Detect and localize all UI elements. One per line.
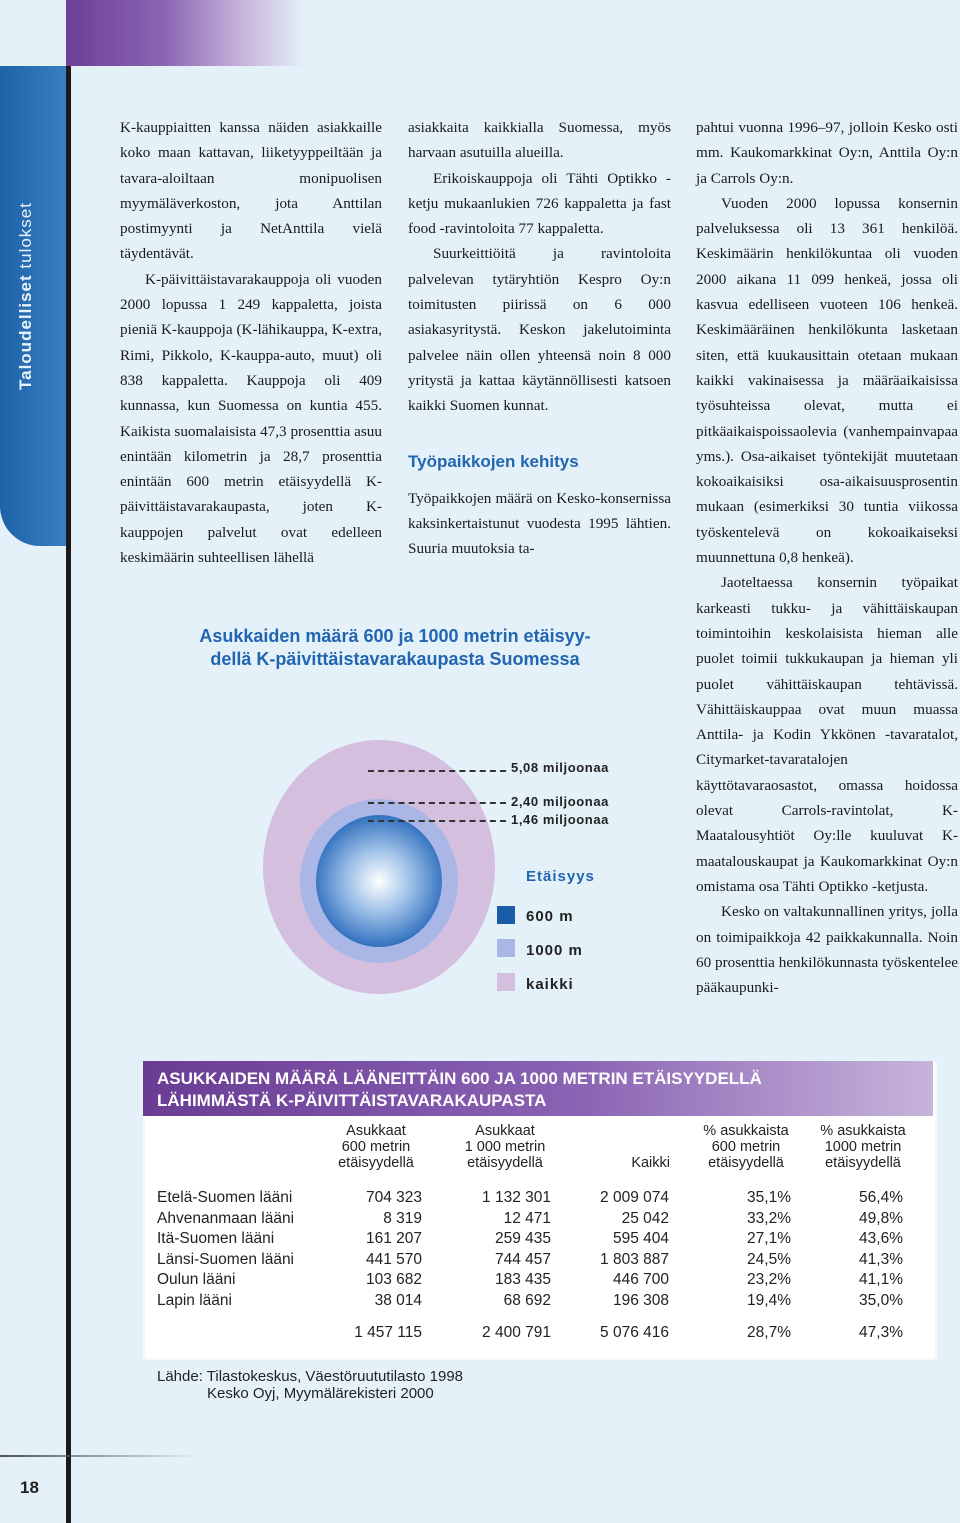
source-line: Lähde: Tilastokeskus, Väestöruututilasto 1998 — [157, 1368, 464, 1385]
total-cell: 5 076 416 — [600, 1324, 669, 1341]
source-line: Kesko Oyj, Myymälärekisteri 2000 — [207, 1385, 434, 1402]
callout-line — [368, 820, 506, 822]
table-cell: 25 042 — [621, 1209, 669, 1227]
table-cell: 38 014 — [374, 1291, 422, 1309]
table-cell: 27,1% — [747, 1230, 791, 1247]
table-cell: 41,3% — [859, 1250, 903, 1268]
table-cell: 8 319 — [383, 1209, 422, 1227]
table-cell: 744 457 — [494, 1250, 551, 1268]
legend-label: 600 m — [526, 908, 574, 925]
table-cell: 196 308 — [612, 1291, 669, 1309]
column-header: % asukkaista 1000 metrin etäisyydellä — [820, 1123, 906, 1171]
table-cell: 24,5% — [747, 1250, 791, 1268]
table-cell: 56,4% — [859, 1189, 903, 1206]
table-cell: 2 009 074 — [600, 1189, 669, 1206]
section-heading: Työpaikkojen kehitys — [408, 451, 579, 471]
table-cell: 183 435 — [494, 1271, 551, 1288]
paragraph: Erikoiskauppoja oli Tähti Optikko -ketju mukaanlukien 726 kappaletta ja fast food -ravintoloita 77 kappaletta. — [408, 169, 671, 238]
page-number: 18 — [20, 1478, 39, 1497]
table-cell: 446 700 — [612, 1271, 669, 1288]
text-column-2 — [408, 115, 671, 562]
total-cell: 28,7% — [747, 1324, 791, 1341]
paragraph: Työpaikkojen määrä on Kesko-konsernissa kaksinkertaistunut vuodesta 1995 lähtien. Suuria muutoksia ta- — [408, 489, 671, 558]
table-title-line: LÄHIMMÄSTÄ K-PÄIVITTÄISTAVARAKAUPASTA — [157, 1091, 547, 1110]
paragraph: Vuoden 2000 lopussa konsernin palveluksessa oli 13 361 henkilöä. Keskimäärin henkilökuntaa oli vuoden 2000 aikana 11 099 henkeä, jossa oli kasvua edelliseen vuoteen 106 henkeä. Keskimääräinen henkilökunta lasketaan siten, että kuukausittain otetaan mukaan kaikki vakinaisessa ja määräaikaisissa työsuhteissa olevat, mutta ei pitkäaikaispoissaolevia (vanhempainvapaa yms.). Osa-aikaiset työntekijät muutetaan kokoaikaisiksi osa-aikaisuusprosentin mukaan (esimerkiksi 30 tuntia viikossa työskentelevä on kokoaikaiseksi muunnettuna 0,8 henkeä). — [696, 194, 958, 567]
callout-label: 5,08 miljoonaa — [511, 760, 609, 775]
table-source — [157, 1368, 463, 1402]
table-cell: 33,2% — [747, 1209, 791, 1227]
table-cell: 595 404 — [612, 1230, 669, 1247]
table-cell: 161 207 — [365, 1230, 422, 1247]
table-cell: 12 471 — [503, 1209, 551, 1227]
text-column-1 — [120, 115, 382, 570]
paragraph: Jaoteltaessa konsernin työpaikat karkeasti tukku- ja vähittäiskaupan toimintoihin keskolaisista hieman alle puolet toimii tukkukaupan ja hieman yli puolet vähittäiskaupan tehtävissä. Vähittäiskauppaa ovat muun muassa Anttila- ja Kodin Ykkönen -tavaratalot, Citymarket-tavaratalojen käyttötavaraosastot, omassa hoidossa olevat Carrols-ravintolat, K-Maatalousyhtiöt Oy:lle kuuluvat K-maatalouskaupat ja Kaukomarkkinat Oy:n omistama osa Tähti Optikko -ketjusta. — [696, 574, 958, 895]
row-label: Itä-Suomen lääni — [157, 1230, 275, 1247]
callout-line — [368, 770, 506, 772]
row-label: Länsi-Suomen lääni — [157, 1250, 295, 1268]
figure-title — [120, 625, 670, 671]
column-header: Kaikki — [631, 1155, 670, 1171]
table-cell: 1 803 887 — [600, 1250, 669, 1268]
total-cell: 1 457 115 — [354, 1324, 422, 1341]
column-header: Asukkaat 1 000 metrin etäisyydellä — [464, 1123, 546, 1171]
paragraph: Kesko on valtakunnallinen yritys, jolla on toimipaikkoja 42 paikkakunnalla. Noin 60 prosenttia henkilökunnasta työskentelee pääkaupunki- — [696, 903, 958, 997]
paragraph: Suurkeittiöitä ja ravintoloita palvelevan tytäryhtiön Kespro Oy:n toimitusten piirissä on 6 000 asiakasyritystä. Keskon jakelutoiminta palvelee näin ollen yhteensä noin 8 000 yritystä ja kattaa käytännöllisesti katsoen kaikki Suomen kunnat. — [408, 245, 671, 415]
legend-label: kaikki — [526, 976, 574, 993]
top-gradient-stripe — [66, 0, 306, 66]
page-vertical-rule — [66, 0, 71, 1523]
callout-line — [368, 802, 506, 804]
callout-label: 2,40 miljoonaa — [511, 794, 609, 809]
table-cell: 19,4% — [747, 1291, 791, 1309]
table-cell: 68 692 — [503, 1291, 551, 1309]
section-label-light: tulokset — [16, 202, 35, 269]
column-header: Asukkaat 600 metrin etäisyydellä — [338, 1123, 414, 1171]
row-label: Lapin lääni — [157, 1291, 232, 1309]
legend-title: Etäisyys — [526, 868, 595, 885]
footer-rule — [0, 1455, 200, 1457]
table-cell: 41,1% — [859, 1271, 903, 1288]
table-cell: 49,8% — [859, 1209, 903, 1227]
legend-swatch-600 — [497, 906, 515, 924]
table-cell: 704 323 — [365, 1189, 422, 1206]
column-header: % asukkaista 600 metrin etäisyydellä — [703, 1123, 789, 1171]
paragraph: K-päivittäistavarakauppoja oli vuoden 2000 lopussa 1 249 kappaletta, joista pieniä K-kauppoja (K-lähikauppa, K-extra, Rimi, Pikkolo, K-kauppa-auto, muut) oli 838 kappaletta. Kauppoja oli 409 kunnassa, kun Suomessa on kuntia 455. Kaikista suomalaisista 47,3 prosenttia asuu enintään kilometrin ja 28,7 prosenttia enintään 600 metrin etäisyydellä K-päivittäistavarakaupasta, joten K-kauppojen palvelut ovat edelleen keskimäärin suhteellisen lähellä — [120, 270, 382, 567]
figure-title-line: dellä K-päivittäistavarakaupasta Suomessa — [210, 649, 580, 669]
circle-600m — [316, 815, 442, 947]
section-label — [16, 202, 36, 390]
table-title — [143, 1061, 933, 1116]
table-cell: 259 435 — [494, 1230, 551, 1247]
table-cell: 1 132 301 — [482, 1189, 551, 1206]
callout-label: 1,46 miljoonaa — [511, 812, 609, 827]
legend-swatch-all — [497, 973, 515, 991]
table-cell: 103 682 — [365, 1271, 422, 1288]
table-cell: 35,0% — [859, 1291, 903, 1309]
legend-label: 1000 m — [526, 942, 583, 959]
paragraph: pahtui vuonna 1996–97, jolloin Kesko osti mm. Kaukomarkkinat Oy:n, Anttila Oy:n ja Carrols Oy:n. — [696, 119, 958, 187]
table-cell: 43,6% — [859, 1230, 903, 1247]
table-cell: 35,1% — [747, 1189, 791, 1206]
table-cell: 441 570 — [365, 1250, 422, 1268]
figure-title-line: Asukkaiden määrä 600 ja 1000 metrin etäisyy- — [199, 626, 591, 646]
table-title-line: ASUKKAIDEN MÄÄRÄ LÄÄNEITTÄIN 600 JA 1000 METRIN ETÄISYYDELLÄ — [157, 1069, 762, 1088]
legend-swatch-1000 — [497, 939, 515, 957]
paragraph: asiakkaita kaikkialla Suomessa, myös harvaan asutuilla alueilla. — [408, 119, 671, 162]
row-label: Ahvenanmaan lääni — [157, 1209, 295, 1227]
table-cell: 23,2% — [747, 1271, 791, 1288]
row-label: Etelä-Suomen lääni — [157, 1189, 293, 1206]
text-column-3 — [696, 115, 958, 1000]
total-cell: 2 400 791 — [482, 1324, 551, 1341]
total-cell: 47,3% — [859, 1324, 903, 1341]
row-label: Oulun lääni — [157, 1271, 236, 1288]
paragraph: K-kauppiaitten kanssa näiden asiakkaille koko maan kattavan, liiketyyppeiltään ja tavara-aloiltaan monipuolisen myymäläverkoston, jota Anttilan postimyynti ja NetAnttila vielä täydentävät. — [120, 119, 382, 263]
section-label-bold: Taloudelliset — [16, 274, 35, 390]
